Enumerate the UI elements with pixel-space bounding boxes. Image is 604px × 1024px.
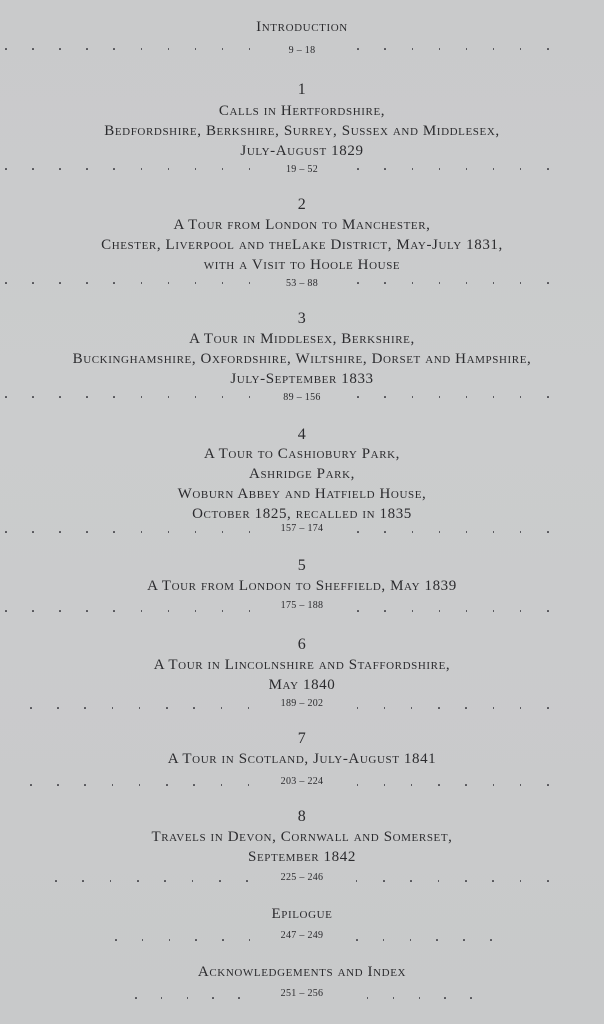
page-range: 19 – 52 bbox=[285, 164, 319, 175]
page-range: 189 – 202 bbox=[280, 698, 324, 709]
entry-title-line: Buckinghamshire, Oxfordshire, Wiltshire, Dorset and Hampshire, bbox=[72, 351, 532, 367]
toc-entry-chapter-7 bbox=[0, 730, 604, 769]
toc-entry-introduction bbox=[0, 17, 604, 37]
page-range: 53 – 88 bbox=[285, 278, 319, 289]
toc-entry-epilogue bbox=[0, 904, 604, 924]
toc-entry-chapter-6 bbox=[0, 636, 604, 695]
entry-title-line: July-August 1829 bbox=[240, 143, 364, 159]
toc-entry-chapter-1 bbox=[0, 81, 604, 161]
entry-title-line: Travels in Devon, Cornwall and Somerset, bbox=[151, 829, 453, 845]
toc-entry-acknowledgements-index bbox=[0, 962, 604, 982]
page-range: 247 – 249 bbox=[280, 930, 324, 941]
entry-title-line: July-September 1833 bbox=[230, 371, 374, 387]
entry-title-line: A Tour from London to Manchester, bbox=[173, 217, 431, 233]
chapter-number: 6 bbox=[297, 636, 307, 653]
entry-title-line: Chester, Liverpool and theLake District, May-July 1831, bbox=[101, 237, 503, 253]
toc-entry-chapter-4 bbox=[0, 426, 604, 524]
page-range: 225 – 246 bbox=[280, 872, 324, 883]
entry-title-line: Woburn Abbey and Hatfield House, bbox=[177, 486, 427, 502]
page-range: 203 – 224 bbox=[280, 776, 324, 787]
entry-title-line: Bedfordshire, Berkshire, Surrey, Sussex and Middlesex, bbox=[104, 123, 500, 139]
entry-title-line: September 1842 bbox=[248, 849, 356, 865]
page-range: 157 – 174 bbox=[280, 523, 324, 534]
chapter-number: 5 bbox=[297, 557, 307, 574]
page-range: 9 – 18 bbox=[288, 45, 316, 56]
page-range: 89 – 156 bbox=[283, 392, 321, 403]
entry-title-line: A Tour in Lincolnshire and Staffordshire, bbox=[153, 657, 451, 673]
toc-entry-chapter-8 bbox=[0, 808, 604, 867]
page-range: 251 – 256 bbox=[280, 988, 324, 999]
chapter-number: 3 bbox=[297, 310, 307, 327]
chapter-number: 4 bbox=[297, 426, 307, 443]
entry-title: Acknowledgements and Index bbox=[197, 964, 407, 980]
entry-title: Introduction bbox=[256, 19, 348, 35]
entry-title-line: Ashridge Park, bbox=[249, 466, 355, 482]
chapter-number: 1 bbox=[297, 81, 307, 98]
toc-entry-chapter-3 bbox=[0, 310, 604, 389]
chapter-number: 7 bbox=[297, 730, 307, 747]
entry-title-line: May 1840 bbox=[268, 677, 336, 693]
entry-title-line: A Tour in Scotland, July-August 1841 bbox=[167, 751, 437, 767]
chapter-number: 8 bbox=[297, 808, 307, 825]
entry-title: Epilogue bbox=[271, 906, 333, 922]
entry-title-line: Calls in Hertfordshire, bbox=[218, 103, 386, 119]
entry-title-line: A Tour from London to Sheffield, May 1839 bbox=[147, 578, 457, 594]
toc-entry-chapter-5 bbox=[0, 557, 604, 596]
entry-title-line: October 1825, recalled in 1835 bbox=[192, 506, 412, 522]
entry-title-line: A Tour in Middlesex, Berkshire, bbox=[189, 331, 415, 347]
toc-entry-chapter-2 bbox=[0, 196, 604, 275]
entry-title-line: with a Visit to Hoole House bbox=[203, 257, 401, 273]
page-range: 175 – 188 bbox=[280, 600, 324, 611]
chapter-number: 2 bbox=[297, 196, 307, 213]
entry-title-line: A Tour to Cashiobury Park, bbox=[203, 446, 401, 462]
